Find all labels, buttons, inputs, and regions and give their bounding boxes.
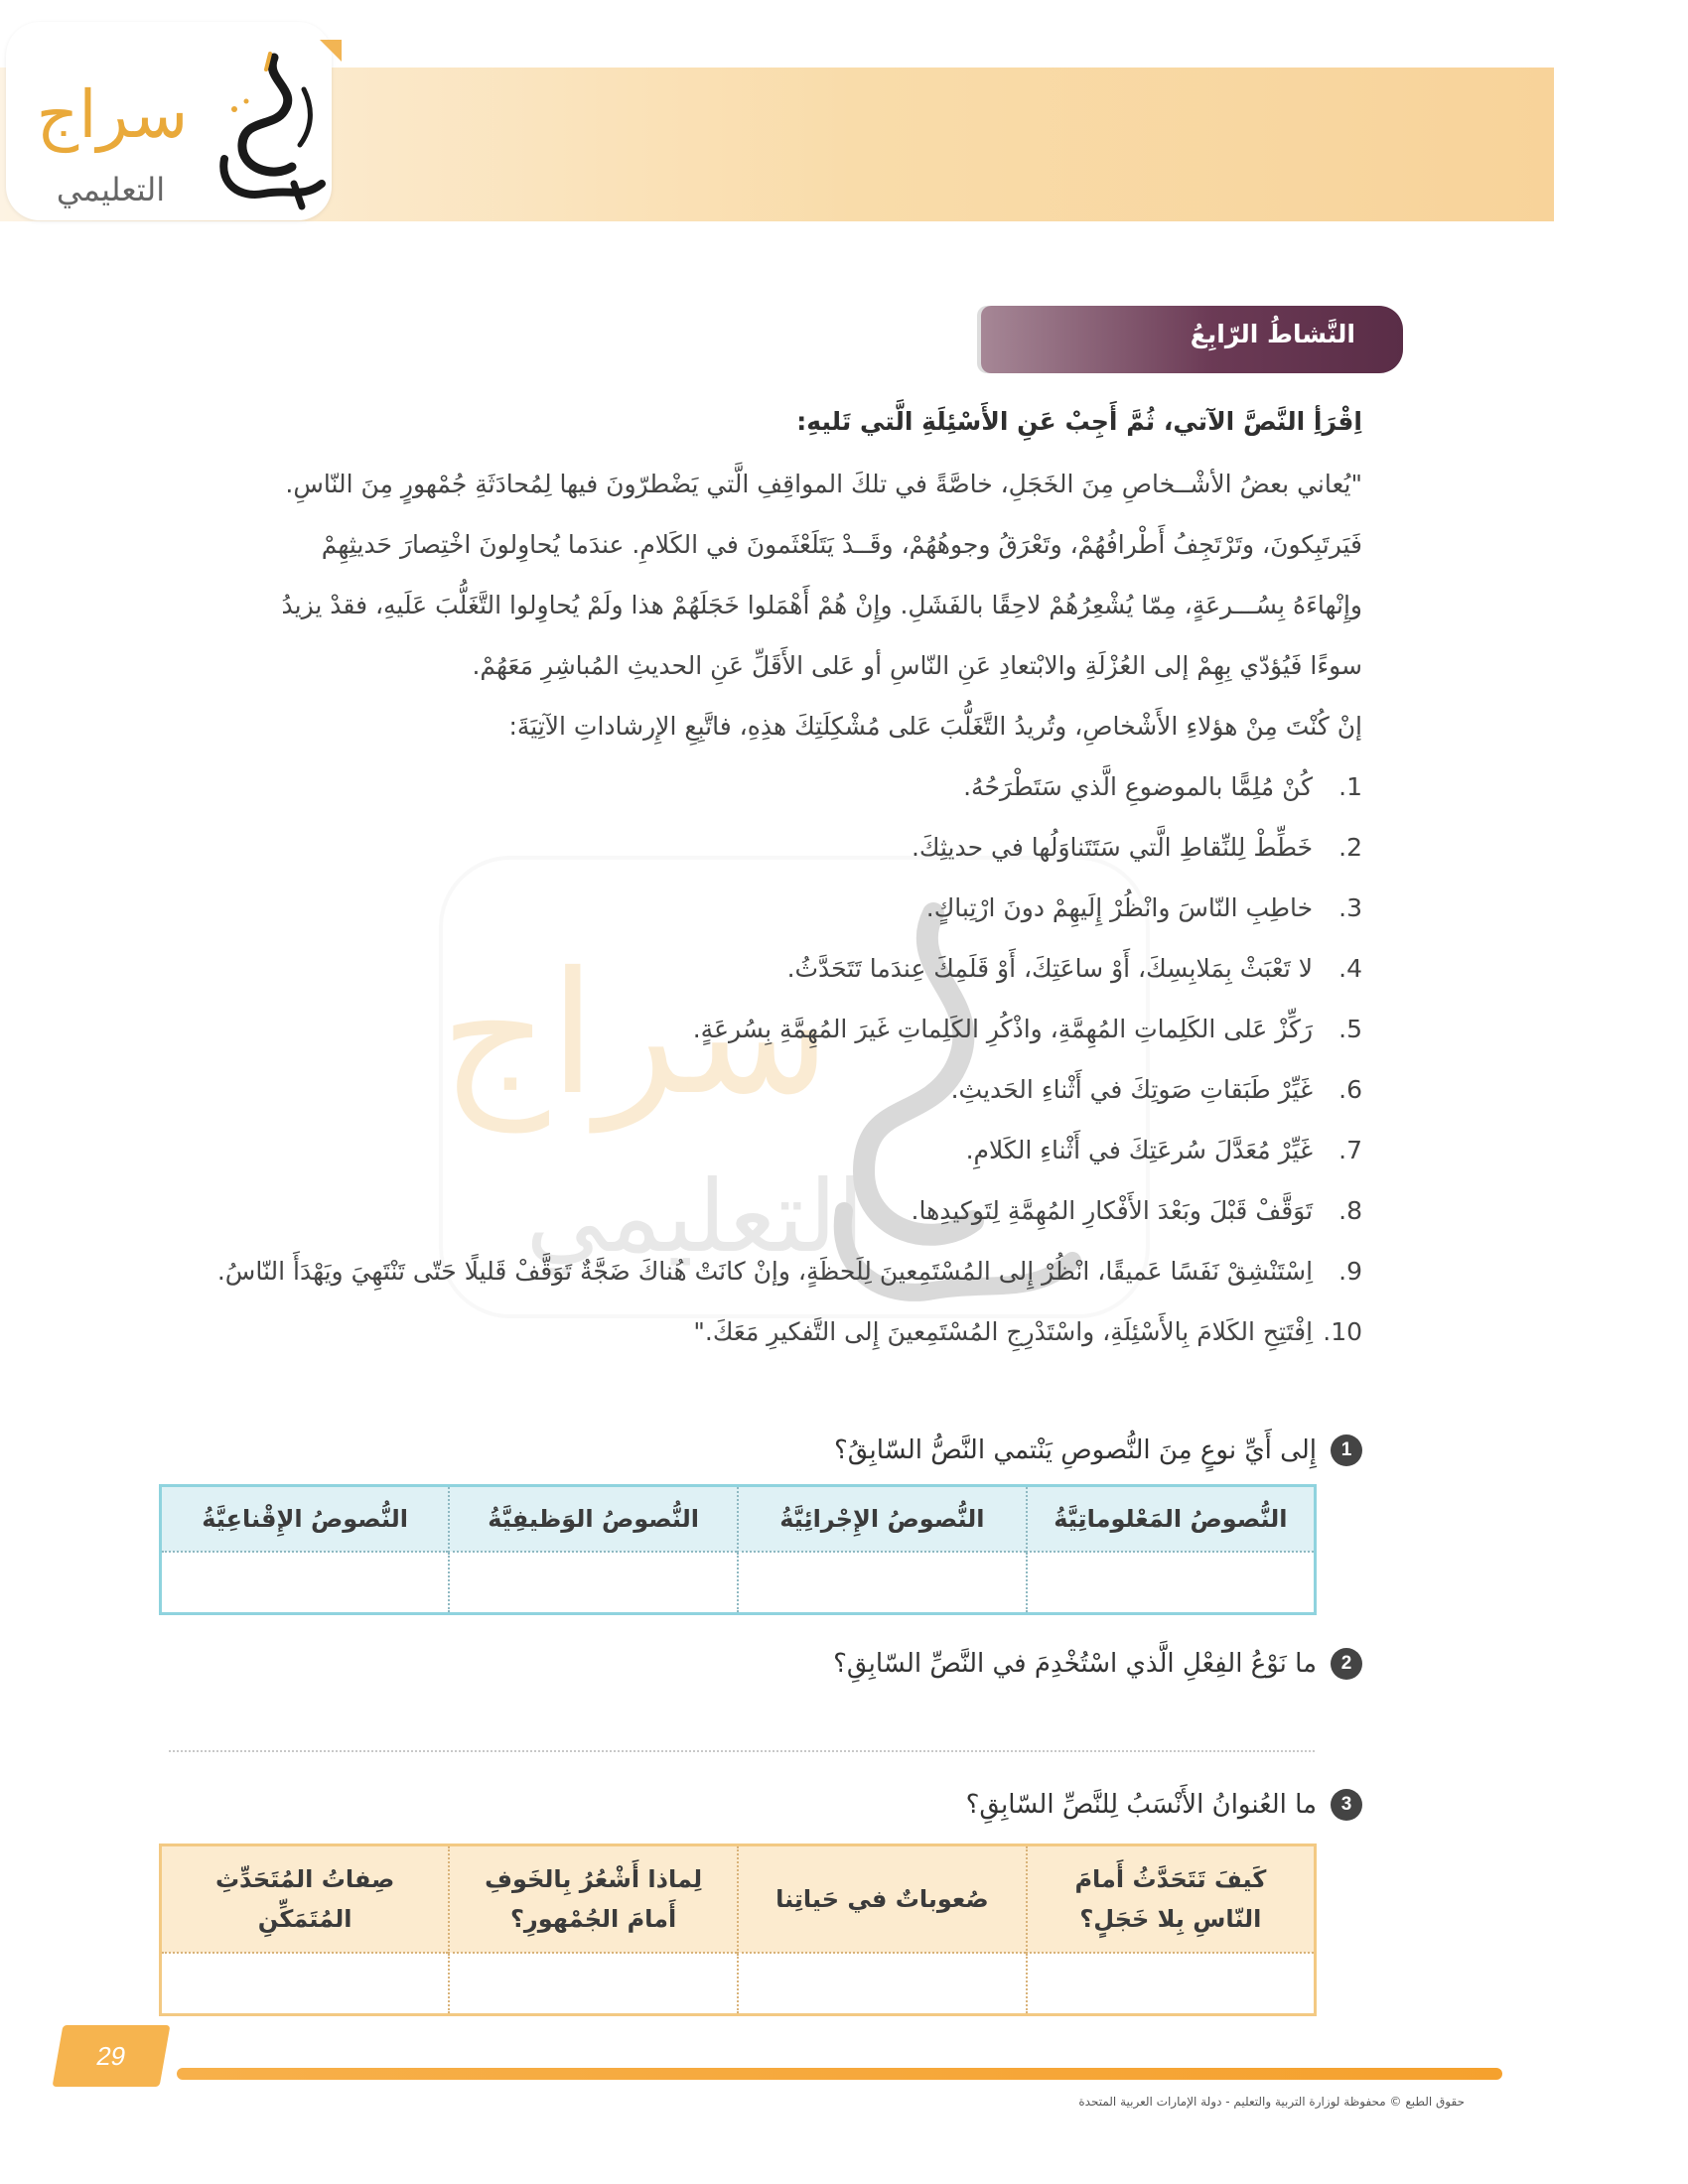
answer-cell[interactable] bbox=[449, 1552, 738, 1614]
passage-line: سوءًا فَيُؤدّي بِهِمْ إلى العُزْلَةِ والابْتعادِ عَنِ النّاسِ أو عَلى الأَقَلِّ عَنِ الحديثِ المُباشِرِ مَعَهُمْ. bbox=[472, 651, 1362, 680]
option-cell: النُّصوصُ الإِقْناعِيَّةُ bbox=[161, 1486, 450, 1553]
answer-cell[interactable] bbox=[161, 1552, 450, 1614]
calligraphy-emblem-icon bbox=[205, 50, 329, 218]
footer-bar bbox=[177, 2068, 1502, 2080]
answer-cell[interactable] bbox=[161, 1953, 450, 2015]
list-item: 2. خَطِّطْ لِلنِّقاطِ الَّتي سَتَتَناوَلُها في حديثِكَ. bbox=[911, 833, 1362, 862]
option-cell: صُعوباتٌ في حَياتِنا bbox=[738, 1845, 1027, 1954]
instruction: اِقْرَأِ النَّصَّ الآتي، ثُمَّ أَجِبْ عَنِ الأَسْئِلَةِ الَّتي تَليهِ: bbox=[796, 407, 1362, 436]
option-cell: لِماذا أَشْعُرُ بِالخَوفِ أَمامَ الجُمْهورِ؟ bbox=[449, 1845, 738, 1954]
logo-subtitle: التعليمي bbox=[56, 171, 166, 208]
list-item: 4. لا تَعْبَثْ بِمَلابِسِكَ، أَوْ ساعَتِكَ، أَوْ قَلَمِكَ عِندَما تَتَحَدَّثُ. bbox=[786, 954, 1362, 983]
list-item: 3. خاطِبِ النّاسَ وانْظُرْ إِلَيهِمْ دونَ ارْتِباكٍ. bbox=[925, 893, 1362, 922]
answer-line[interactable] bbox=[169, 1750, 1315, 1752]
activity-title-tab bbox=[981, 306, 1403, 373]
question-text: إِلى أَيِّ نوعٍ مِنَ النُّصوصِ يَنْتمي النَّصُّ السّابِقُ؟ bbox=[833, 1435, 1317, 1465]
question-text: ما نَوْعُ الفِعْلِ الَّذي اسْتُخْدِمَ في النَّصِّ السّابِقِ؟ bbox=[833, 1649, 1317, 1679]
question-1 bbox=[834, 1434, 1362, 1466]
answer-cell[interactable] bbox=[738, 1953, 1027, 2015]
list-item: 5. رَكِّزْ عَلى الكَلِماتِ المُهِمَّةِ، واذْكُرِ الكَلِماتِ غَيرَ المُهِمَّةِ بِسُرعَةٍ. bbox=[692, 1015, 1362, 1043]
list-item: 1. كُنْ مُلِمًّا بالموضوعِ الَّذي سَتَطْرَحُهُ. bbox=[963, 772, 1362, 801]
copyright-text: حقوق الطبع © محفوظة لوزارة التربية والتعليم - دولة الإمارات العربية المتحدة bbox=[1078, 2095, 1465, 2109]
question-number-badge: 3 bbox=[1331, 1789, 1362, 1821]
answer-cell[interactable] bbox=[449, 1953, 738, 2015]
passage-line: إنْ كُنْتَ مِنْ هؤلاءِ الأَشْخاصِ، وتُريدُ التَّغَلُّبَ عَلى مُشْكِلَتِكَ هذِهِ، فاتَّبِعِ الإِرشاداتِ الآتِيَةَ: bbox=[508, 712, 1362, 741]
activity-title: النَّشاطُ الرّابِعُ bbox=[1190, 320, 1355, 348]
watermark-word: سراج bbox=[440, 936, 831, 1133]
list-item: 8. تَوَقَّفْ قَبْلَ وبَعْدَ الأَفْكارِ المُهِمَّةِ لِتَوكيدِها. bbox=[911, 1196, 1362, 1225]
text-type-options-table bbox=[159, 1484, 1317, 1615]
answer-cell[interactable] bbox=[1027, 1953, 1316, 2015]
watermark-sub: التعليمي bbox=[525, 1159, 865, 1275]
passage-line: وإِنْهاءَهُ بِسُـــرعَةٍ، مِمّا يُشْعِرُهُمْ لاحِقًا بالفَشَلِ. وإِنْ هُمْ أَهْمَلوا خَجَلَهُمْ هذا ولَمْ يُحاوِلوا التَّغَلُّبَ عَلَيهِ، فقدْ يزيدُ bbox=[281, 591, 1362, 619]
tips-list bbox=[217, 756, 1362, 1362]
option-cell: النُّصوصُ المَعْلوماتِيَّةُ bbox=[1027, 1486, 1316, 1553]
question-text: ما العُنوانُ الأَنْسَبُ لِلنَّصِّ السّابِقِ؟ bbox=[965, 1790, 1317, 1820]
passage bbox=[166, 454, 1362, 756]
option-cell: كَيفَ تَتَحَدَّثُ أَمامَ النّاسِ بِلا خَجَلٍ؟ bbox=[1027, 1845, 1316, 1954]
passage-line: فَيَرتَبِكونَ، وتَرْتَجِفُ أَطْرافُهُمْ، وتَعْرَقُ وجوهُهُمْ، وقَــدْ يَتَلَعْثَمونَ في الكَلامِ. عندَما يُحاوِلونَ اخْتِصارَ حَديثِهِمْ bbox=[321, 530, 1362, 559]
page-number: 29 bbox=[53, 2025, 171, 2087]
answer-cell[interactable] bbox=[738, 1552, 1027, 1614]
list-item: 7. غَيِّرْ مُعَدَّلَ سُرعَتِكَ في أَثْناءِ الكَلامِ. bbox=[965, 1136, 1362, 1164]
question-number-badge: 1 bbox=[1331, 1434, 1362, 1466]
option-cell: النُّصوصُ الإِجْرائِيَّةُ bbox=[738, 1486, 1027, 1553]
question-2 bbox=[833, 1648, 1362, 1680]
title-options-table bbox=[159, 1843, 1317, 2016]
option-cell: النُّصوصُ الوَظيفِيَّةُ bbox=[449, 1486, 738, 1553]
list-item: 6. غَيِّرْ طَبَقاتِ صَوتِكَ في أَثْناءِ الحَديثِ. bbox=[950, 1075, 1362, 1104]
question-3 bbox=[966, 1789, 1362, 1821]
passage-line: "يُعاني بعضُ الأشْــخاصِ مِنَ الخَجَلِ، خاصَّةً في تلكَ المواقِفِ الَّتي يَضْطرّونَ فيها لِمُحادَثَةِ جُمْهورٍ مِنَ النّاسِ. bbox=[285, 470, 1362, 498]
list-item: 10. اِفْتَتِحِ الكَلامَ بِالأَسْئِلَةِ، واسْتَدْرِجِ المُسْتَمِعينَ إِلى التَّفكيرِ مَعَكَ." bbox=[693, 1317, 1362, 1346]
list-item: 9. اِسْتَنْشِقْ نَفَسًا عَميقًا، انْظُرْ إِلى المُسْتَمِعينَ لِلَحظَةٍ، وإنْ كانَتْ هُناكَ ضَجَّةٌ تَوَقَّفْ قَليلًا حَتّى تَنْتَهِيَ ويَهْدَأَ النّاسُ. bbox=[216, 1257, 1362, 1286]
option-cell: صِفاتُ المُتَحَدِّثِ المُتَمَكِّنِ bbox=[161, 1845, 450, 1954]
logo bbox=[6, 22, 332, 220]
answer-cell[interactable] bbox=[1027, 1552, 1316, 1614]
logo-wordmark: سراج bbox=[36, 76, 189, 153]
question-number-badge: 2 bbox=[1331, 1648, 1362, 1680]
